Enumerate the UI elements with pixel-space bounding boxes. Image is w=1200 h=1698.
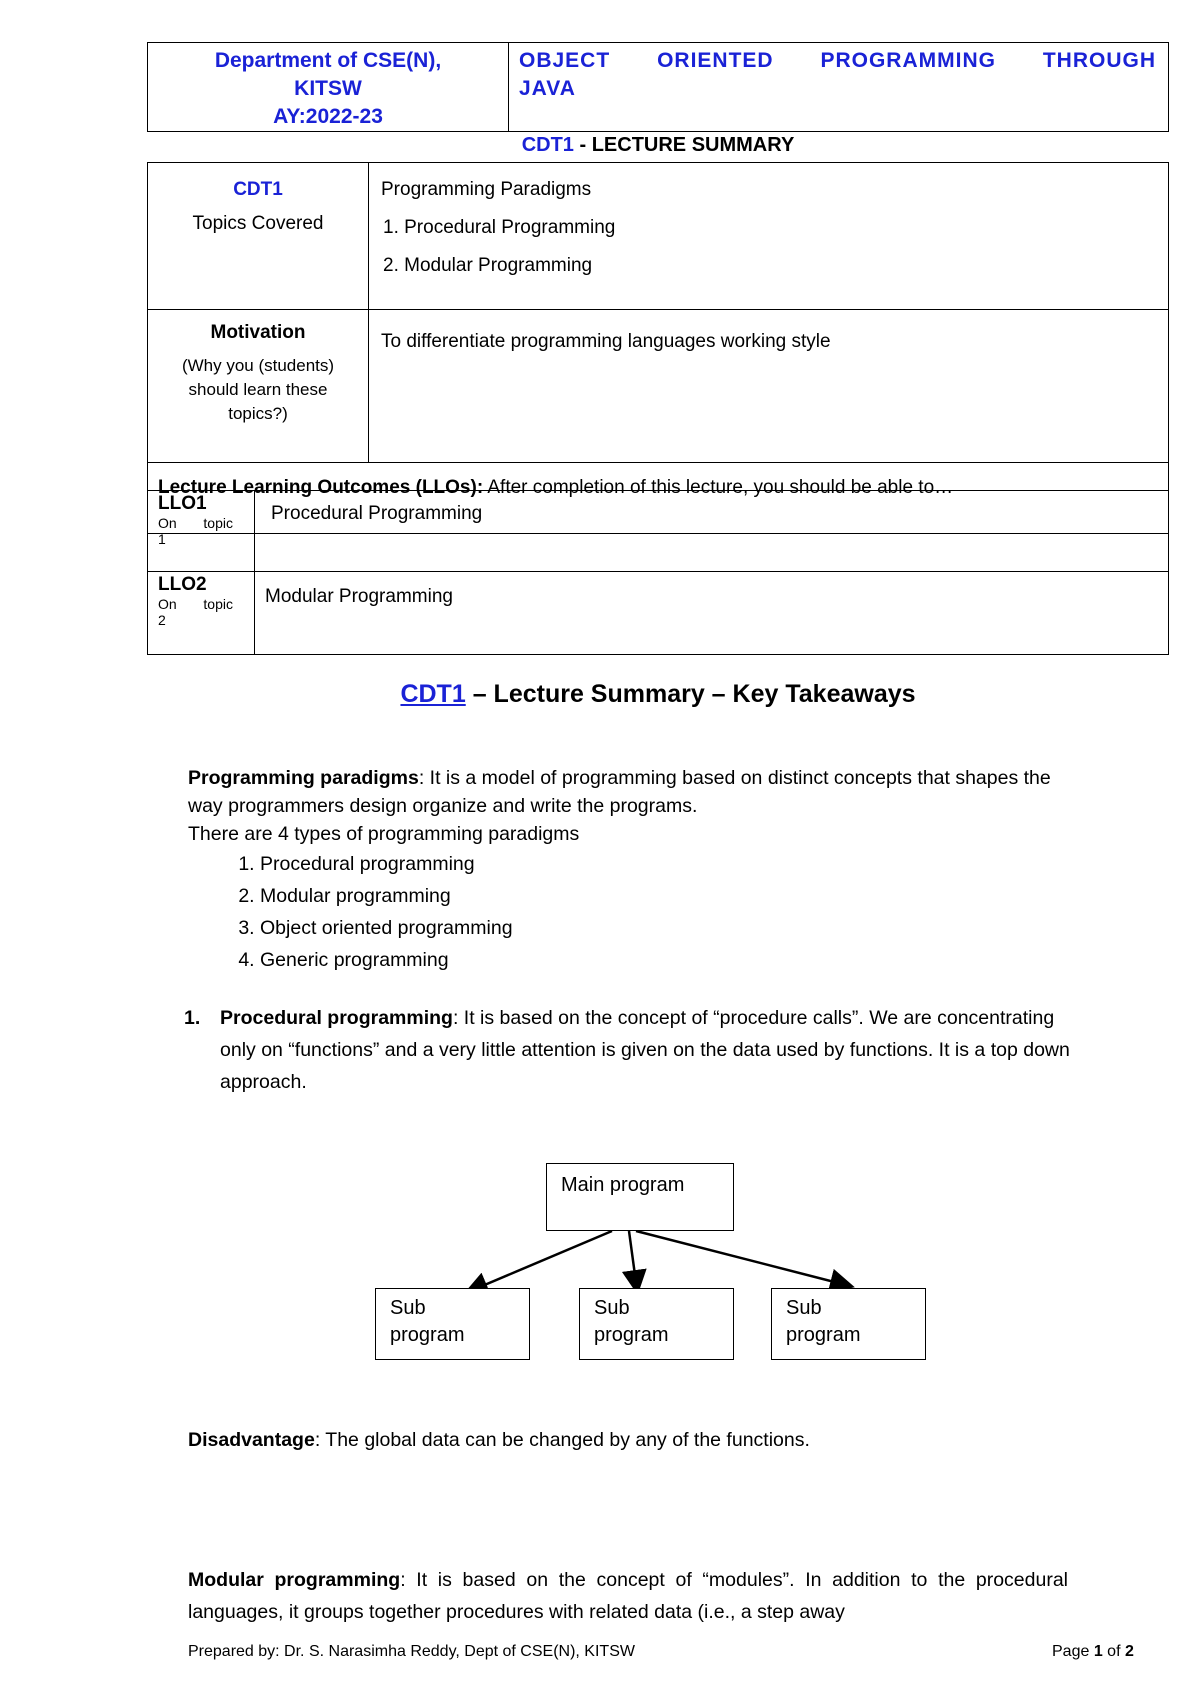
sub-program-label: Sub program: [786, 1297, 861, 1346]
arrow-to-sub2: [629, 1231, 637, 1290]
main-program-box: [546, 1163, 734, 1231]
dept-line3: AY:2022-23: [273, 105, 383, 128]
sub-program-box: [579, 1288, 734, 1360]
kt-code: CDT1: [400, 680, 466, 708]
course-word: ORIENTED: [657, 49, 774, 72]
sub-program-box: [771, 1288, 926, 1360]
course-line2: JAVA: [519, 77, 576, 100]
llo-code: LLO1: [158, 493, 207, 514]
footer-page-number: [1052, 1643, 1134, 1661]
llo-num: 1: [158, 531, 166, 547]
llo-code: LLO2: [158, 574, 207, 595]
proc-def: : It is based on the concept of “procedure calls”. We are concentrating only on “functions” and a very little attention is given on the data used by functions. It is a top down approach.: [220, 1007, 1070, 1093]
course-word: THROUGH: [1042, 49, 1156, 72]
disadv-def: : The global data can be changed by any of the functions.: [314, 1429, 810, 1451]
types-intro: There are 4 types of programming paradigms: [188, 823, 580, 845]
footer-prepared-by: Prepared by: Dr. S. Narasimha Reddy, Dept of CSE(N), KITSW: [188, 1643, 635, 1660]
paradigms-term: Programming paradigms: [188, 767, 419, 789]
summary-code: CDT1: [521, 134, 574, 156]
disadv-term: Disadvantage: [188, 1429, 315, 1451]
topics-heading: Programming Paradigms: [381, 179, 592, 200]
modular-paragraph: [188, 1564, 1068, 1628]
page-total: 2: [1124, 1643, 1134, 1660]
topics-label: Topics Covered: [192, 213, 324, 234]
llo-heading: Lecture Learning Outcomes (LLOs):: [158, 477, 484, 498]
page-num: 1: [1093, 1643, 1103, 1660]
llo-on: On: [158, 596, 177, 612]
motivation-text: To differentiate programming languages working style: [381, 331, 831, 352]
page-label: Page: [1052, 1643, 1094, 1660]
list-item: 2. Modular programming: [260, 880, 1068, 912]
sub-program-box: [375, 1288, 530, 1360]
course-word: PROGRAMMING: [820, 49, 996, 72]
motivation-sub: (Why you (students) should learn these topics?): [181, 356, 335, 423]
modular-term: Modular programming: [188, 1569, 401, 1591]
llo-topic: topic: [203, 515, 233, 531]
paradigms-def: : It is a model of programming based on distinct concepts that shapes the way programmers design organize and write the programs.: [188, 767, 1051, 817]
llo-text: Modular Programming: [265, 586, 453, 607]
topic-item: 2. Modular Programming: [383, 255, 593, 276]
topic-item: 1. Procedural Programming: [383, 217, 616, 238]
arrow-to-sub1: [468, 1231, 612, 1292]
modular-def: : It is based on the concept of “modules”. In addition to the procedural languages, it groups together procedures with related data (i.e., a step away: [188, 1569, 1068, 1623]
course-word: OBJECT: [519, 49, 611, 72]
proc-term: Procedural programming: [220, 1007, 453, 1029]
proc-num: 1.: [184, 1007, 201, 1029]
disadvantage-paragraph: [188, 1426, 1068, 1454]
summary-title-rest: - LECTURE SUMMARY: [573, 134, 795, 156]
llo-num: 2: [158, 612, 166, 628]
arrow-to-sub3: [636, 1231, 850, 1286]
list-item: 4. Generic programming: [260, 944, 1068, 976]
page-of: of: [1102, 1643, 1125, 1660]
list-item: 3. Object oriented programming: [260, 912, 1068, 944]
llo-topic: topic: [203, 596, 233, 612]
llo-text: Procedural Programming: [271, 503, 483, 524]
sub-program-label: Sub program: [594, 1297, 669, 1346]
motivation-label: Motivation: [210, 322, 306, 343]
cdt-code: CDT1: [233, 179, 283, 200]
main-program-label: Main program: [561, 1174, 685, 1196]
sub-program-label: Sub program: [390, 1297, 465, 1346]
dept-line2: KITSW: [294, 77, 362, 100]
list-item: 1. Procedural programming: [260, 848, 1068, 880]
llo-on: On: [158, 515, 177, 531]
kt-title-rest: – Lecture Summary – Key Takeaways: [465, 680, 916, 708]
llo-intro: After completion of this lecture, you should be able to…: [483, 477, 954, 498]
dept-line1: Department of CSE(N),: [214, 49, 442, 72]
